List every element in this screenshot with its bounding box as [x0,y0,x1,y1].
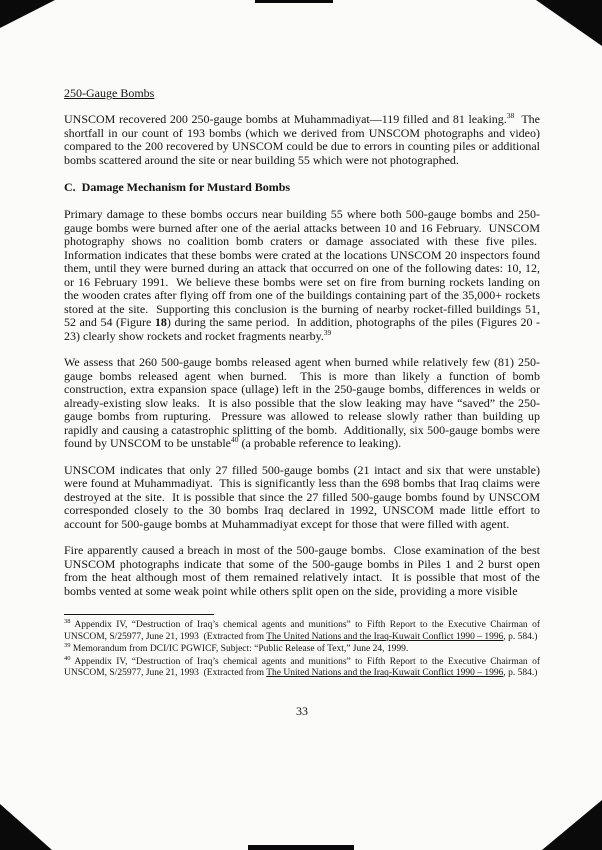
subsection-heading: C. Damage Mechanism for Mustard Bombs [64,180,291,194]
footnote-39-text: Memorandum from DCI/IC PGWICF, Subject: “Public Release of Text,” June 24, 1999. [72,644,409,654]
scan-artifact-top-right [536,0,602,46]
paragraph-5: Fire apparently caused a breach in most of the 500-gauge bombs. Close examination of the best UNSCOM photographs indicate that some of the 500-gauge bombs in Piles 1 and 2 burst open from the heat although most of them remained relatively intact. It is possible that most of the bombs vented at some weak point while others split open on the side, providing a more visible [64,543,540,598]
paragraph-4: UNSCOM indicates that only 27 filled 500-gauge bombs (21 intact and six that were unstable) were found at Muhammadiyat. This is significantly less than the 698 bombs that Iraq claims were destroyed at the site. It is possible that since the 27 filled 500-gauge bombs found by UNSCOM corresponded closely to the 30 bombs Iraq declared in 1992, UNSCOM made little effort to account for 500-gauge bombs at Muhammadiyat except for those that were filled with agent. [64,462,540,531]
footnote-38-text: Appendix IV, “Destruction of Iraq’s chemical agents and munitions” to Fifth Report to the Executive Chairman of UNSCOM, S/25977, June 21, 1993 (Extracted from The United Nations and the Iraq-Kuwait Conflict 1990 – 1996, p. 584.) [64,620,540,642]
paragraph-1: UNSCOM recovered 200 250-gauge bombs at Muhammadiyat—119 filled and 81 leaking.$^{38}$ The shortfall in our count of 193 bombs (which we derived from UNSCOM photographs and video) compared to the 200 recovered by UNSCOM could be due to errors in counting piles or additional bombs scattered around the site or near building 55 which were not photographed. [64,111,540,167]
scan-artifact-bottom-right [542,800,602,850]
paragraph-3: We assess that 260 500-gauge bombs released agent when burned while relatively few (81) 250-gauge bombs released agent when burned. This is more than likely a function of bomb construction, extra expansion space (ullage) left in the 250-gauge bombs, differences in welds or already-existing slow leaks. It is also possible that the slow leaking may have “saved” the 250-gauge bombs from rupturing. Pressure was allowed to release slowly rather than building up rapidly and causing a catastrophic splitting of the bomb. Additionally, six 500-gauge bombs were found by UNSCOM to be unstable$^{40}$ (a probable reference to leaking). [64,355,540,450]
footnote-separator-rule [64,614,214,615]
scan-artifact-bottom-edge [248,845,354,850]
scan-artifact-bottom-left [0,804,52,850]
footnote-40 [64,654,540,680]
footnote-40-text: Appendix IV, “Destruction of Iraq’s chemical agents and munitions” to Fifth Report to the Executive Chairman of UNSCOM, S/25977, June 21, 1993 (Extracted from The United Nations and the Iraq-Kuwait Conflict 1990 – 1996, p. 584.) [64,656,540,678]
paragraph-2: Primary damage to these bombs occurs near building 55 where both 500-gauge bombs and 250-gauge bombs were burned after one of the aerial attacks between 10 and 16 February. UNSCOM photography shows no coalition bomb craters or damage associated with these five piles. Information indicates that these bombs were crated at the locations UNSCOM 20 inspectors found them, until they were burned during an attack that occurred on one of the following dates: 10, 12, or 16 February 1991. We believe these bombs were set on fire from burning rockets landing on the wooden crates after flying off from one of the buildings containing part of the 35,000+ rockets stored at the site. Supporting this conclusion is the burning of nearby rocket-filled buildings 51, 52 and 54 (Figure 18) during the same period. In addition, photographs of the piles (Figures 20 - 23) clearly show rockets and rocket fragments nearby.$^{39}$ [64,207,541,343]
scan-artifact-top-left [0,0,55,28]
section-heading: 250-Gauge Bombs [64,86,155,100]
scan-artifact-top-edge [255,0,333,3]
footnote-39-marker: 39 [64,641,71,649]
page-number: 33 [296,703,308,718]
document-body [64,86,540,719]
footnote-38-marker: 38 [64,617,71,625]
footnote-40-marker: 40 [64,654,71,662]
footnote-38 [64,617,540,643]
footnote-39 [64,641,540,656]
